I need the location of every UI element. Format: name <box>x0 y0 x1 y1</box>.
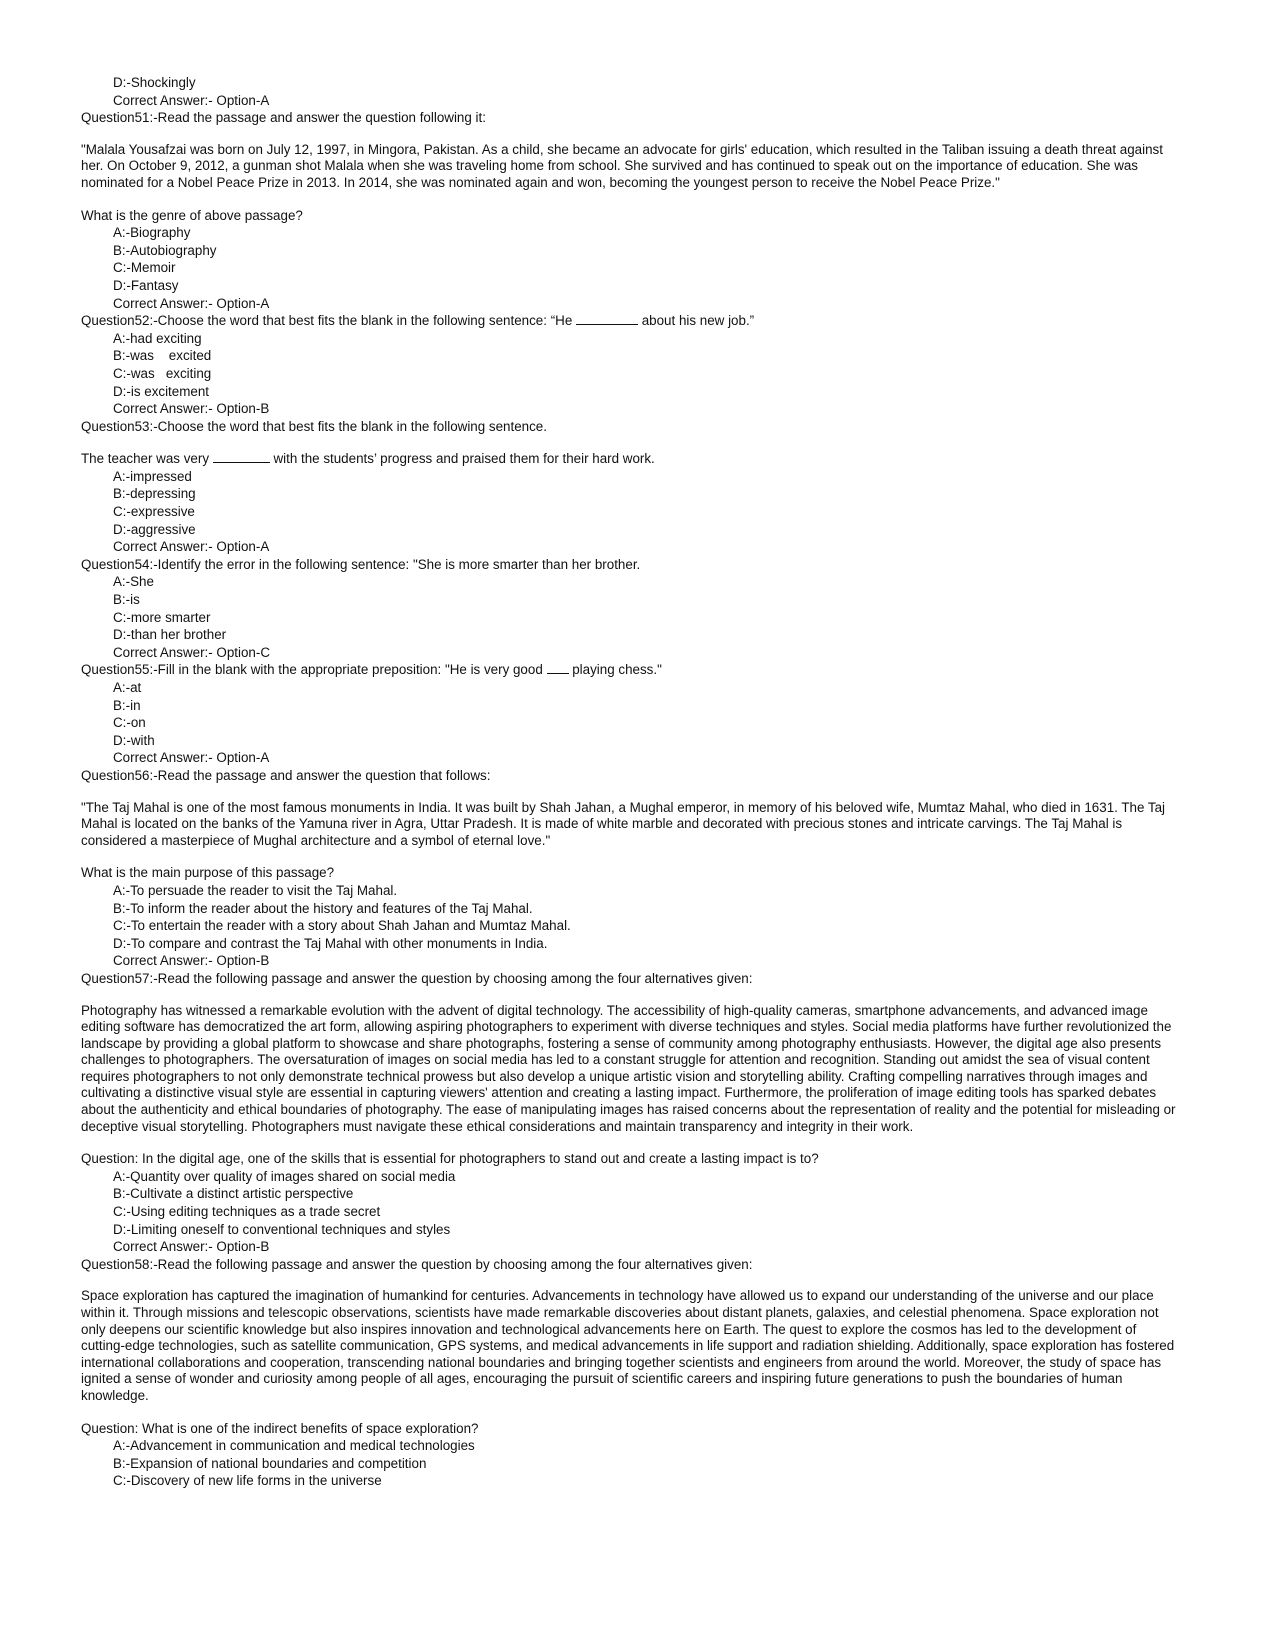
option-a: A:-at <box>113 680 142 695</box>
correct-answer: Correct Answer:- Option-A <box>113 92 270 108</box>
heading-after-blank: about his new job.” <box>638 313 755 329</box>
option-d: D:-Shockingly <box>113 75 196 90</box>
option-a: A:-She <box>113 574 154 590</box>
correct-answer: Correct Answer:- Option-B <box>113 1239 270 1255</box>
option-a: A:-Quantity over quality of images shared on social media <box>113 1168 456 1184</box>
blank-line <box>576 312 638 325</box>
question-text: What is the genre of above passage? <box>81 207 303 223</box>
option-c: C:-Memoir <box>113 260 176 276</box>
question-57 <box>81 970 1176 1256</box>
blank-line <box>547 661 569 674</box>
option-c: C:-more smarter <box>113 609 211 625</box>
question-heading: Question57:-Read the following passage and answer the question by choosing among the four alternatives given: <box>81 970 753 986</box>
correct-answer: Correct Answer:- Option-C <box>113 644 271 660</box>
option-b: B:-is <box>113 592 140 608</box>
heading-after-blank: playing chess." <box>568 662 662 678</box>
question-53 <box>81 418 1176 556</box>
correct-answer: Correct Answer:- Option-A <box>113 539 270 555</box>
question-text: What is the main purpose of this passage? <box>81 865 335 881</box>
option-d: D:-Limiting oneself to conventional techniques and styles <box>113 1221 451 1237</box>
option-d: D:-Fantasy <box>113 277 179 293</box>
question-55 <box>81 661 1176 767</box>
blank-line <box>213 450 270 463</box>
option-b: B:-Cultivate a distinct artistic perspective <box>113 1186 354 1202</box>
passage: Space exploration has captured the imagination of humankind for centuries. Advancements in technology have allowed us to expand our understanding of the universe and our place within it. Through missions and telescopic observations, scientists have made remarkable discoveries about distant planets, galaxies, and celestial phenomena. Space exploration not only deepens our scientific knowledge but also inspires innovation and technological advancements here on Earth. The quest to explore the cosmos has led to the development of cutting-edge technologies, such as satellite communication, GPS systems, and medical advancements in life support and radiation shielding. Additionally, space exploration has fostered international collaborations and cooperation, transcending national boundaries and bringing together scientists and engineers from around the world. Moreover, the study of space has ignited a sense of wonder and curiosity among people of all ages, encouraging the pursuit of scientific careers and inspiring future generations to push the boundaries of human knowledge. <box>81 1288 1175 1403</box>
sentence-after-blank: with the students’ progress and praised them for their hard work. <box>269 451 655 467</box>
question-heading <box>81 661 1176 679</box>
option-d: D:-aggressive <box>113 521 196 537</box>
option-c: C:-To entertain the reader with a story about Shah Jahan and Mumtaz Mahal. <box>113 918 571 934</box>
question-text: Question: What is one of the indirect benefits of space exploration? <box>81 1420 479 1436</box>
option-a: A:-Biography <box>113 225 191 241</box>
option-b: B:-was excited <box>113 348 212 364</box>
question-54 <box>81 556 1176 662</box>
question-sentence <box>81 450 1176 468</box>
sentence-before-blank: The teacher was very <box>81 451 213 467</box>
option-c: C:-Using editing techniques as a trade secret <box>113 1204 381 1220</box>
option-a: A:-Advancement in communication and medical technologies <box>113 1438 475 1454</box>
question-heading: Question56:-Read the passage and answer the question that follows: <box>81 767 491 783</box>
option-c: C:-expressive <box>113 504 195 520</box>
option-a: A:-had exciting <box>113 330 202 346</box>
option-c: C:-was exciting <box>113 365 212 381</box>
question-heading: Question51:-Read the passage and answer the question following it: <box>81 110 486 126</box>
heading-before-blank: Question52:-Choose the word that best fits the blank in the following sentence: “He <box>81 313 576 329</box>
option-b: B:-Expansion of national boundaries and competition <box>113 1455 427 1471</box>
correct-answer: Correct Answer:- Option-A <box>113 295 270 311</box>
correct-answer: Correct Answer:- Option-B <box>113 953 270 969</box>
option-d: D:-with <box>113 732 155 748</box>
option-b: B:-To inform the reader about the history and features of the Taj Mahal. <box>113 900 533 916</box>
option-a: A:-impressed <box>113 468 192 484</box>
correct-answer: Correct Answer:- Option-B <box>113 401 270 417</box>
question-heading <box>81 312 1176 330</box>
question-text: Question: In the digital age, one of the skills that is essential for photographers to stand out and create a lasting impact is to? <box>81 1151 819 1167</box>
question-heading: Question58:-Read the following passage and answer the question by choosing among the four alternatives given: <box>81 1256 753 1272</box>
option-a: A:-To persuade the reader to visit the Taj Mahal. <box>113 882 398 898</box>
question-52 <box>81 312 1176 418</box>
question-heading: Question53:-Choose the word that best fits the blank in the following sentence. <box>81 418 547 434</box>
passage: Photography has witnessed a remarkable evolution with the advent of digital technology. The accessibility of high-quality cameras, smartphone advancements, and advanced image editing software has democratized the art form, allowing aspiring photographers to experiment with diverse techniques and styles. Social media platforms have further revolutionized the landscape by providing a global platform to showcase and share photographs, fostering a sense of community among photography enthusiasts. However, the digital age also presents challenges to photographers. The oversaturation of images on social media has led to a constant struggle for attention and recognition. Standing out amidst the sea of visual content requires photographers to not only demonstrate technical prowess but also develop a unique artistic vision and storytelling ability. Crafting compelling narratives through images and cultivating a distinctive visual style are essential in capturing viewers' attention and creating a lasting impact. Furthermore, the proliferation of image editing tools has sparked debates about the authenticity and ethical boundaries of photography. The ease of manipulating images has raised concerns about the representation of reality and the potential for misleading or deceptive visual storytelling. Photographers must navigate these ethical considerations and maintain transparency and integrity in their work. <box>81 1002 1176 1134</box>
question-58 <box>81 1256 1176 1490</box>
option-d: D:-To compare and contrast the Taj Mahal with other monuments in India. <box>113 935 548 951</box>
passage: "Malala Yousafzai was born on July 12, 1997, in Mingora, Pakistan. As a child, she became an advocate for girls' education, which resulted in the Taliban issuing a death threat against her. On October 9, 2012, a gunman shot Malala when she was traveling home from school. She survived and has continued to speak out on the importance of education. She was nominated for a Nobel Peace Prize in 2013. In 2014, she was nominated again and won, becoming the youngest person to receive the Nobel Peace Prize." <box>81 141 1163 190</box>
option-b: B:-in <box>113 697 141 713</box>
question-56 <box>81 767 1176 970</box>
correct-answer: Correct Answer:- Option-A <box>113 750 270 766</box>
question-51 <box>81 109 1176 312</box>
option-d: D:-than her brother <box>113 627 227 643</box>
question-heading: Question54:-Identify the error in the following sentence: "She is more smarter than her brother. <box>81 556 641 572</box>
heading-before-blank: Question55:-Fill in the blank with the appropriate preposition: "He is very good <box>81 662 547 678</box>
option-c: C:-on <box>113 715 146 731</box>
option-b: B:-depressing <box>113 486 196 502</box>
option-b: B:-Autobiography <box>113 242 217 258</box>
passage: "The Taj Mahal is one of the most famous monuments in India. It was built by Shah Jahan, a Mughal emperor, in memory of his beloved wife, Mumtaz Mahal, who died in 1631. The Taj Mahal is located on the banks of the Yamuna river in Agra, Uttar Pradesh. It is made of white marble and decorated with precious stones and intricate carvings. The Taj Mahal is considered a masterpiece of Mughal architecture and a symbol of eternal love." <box>81 799 1166 848</box>
option-d: D:-is excitement <box>113 383 209 399</box>
option-c: C:-Discovery of new life forms in the universe <box>113 1473 382 1489</box>
document-page <box>81 74 1176 1490</box>
